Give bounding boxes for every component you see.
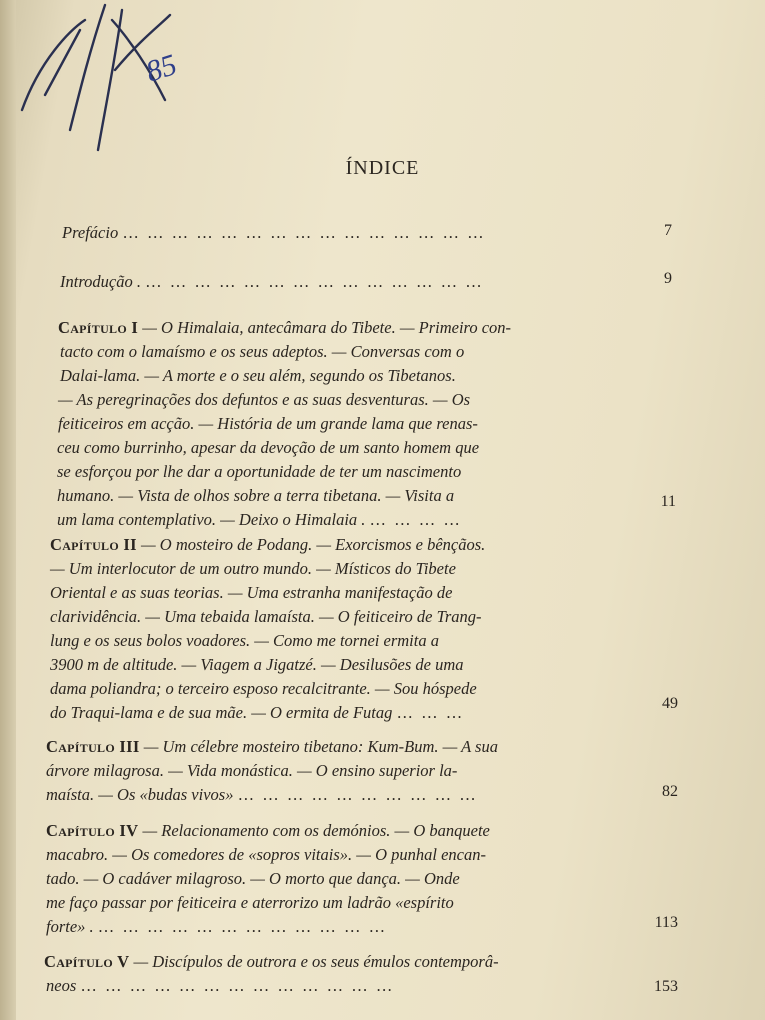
entry-text: — Relacionamento com os demónios. — O banquete <box>142 821 490 840</box>
entry-text: — Discípulos de outrora e os seus émulos contemporâ- <box>133 952 499 971</box>
entry-text: neos <box>46 976 77 995</box>
entry-text: — O mosteiro de Podang. — Exorcismos e bênçãos. <box>140 535 486 554</box>
page-number: 7 <box>664 222 672 239</box>
leader-dots: … … … … … … … … … … <box>237 785 478 804</box>
entry-text-line <box>58 316 511 340</box>
page-number: 11 <box>660 493 676 510</box>
entry-introducao <box>60 270 484 294</box>
index-title: ÍNDICE <box>345 157 420 179</box>
page-number: 49 <box>662 695 678 712</box>
entry-text-line: tado. — O cadáver milagroso. — O morto que dança. — Onde <box>46 869 460 888</box>
chapter-label: Capítulo V <box>44 952 130 971</box>
chapter-label: Capítulo I <box>58 318 139 337</box>
entry-text-line: se esforçou por lhe dar a oportunidade de ter um nascimento <box>57 462 462 481</box>
entry-text-line: Dalai-lama. — A morte e o seu além, segundo os Tibetanos. <box>60 366 456 385</box>
entry-text-line <box>46 735 498 759</box>
chapter-label: Capítulo II <box>50 535 137 554</box>
entry-text: maísta. — Os «budas vivos» <box>46 785 234 804</box>
page-number: 82 <box>662 783 678 800</box>
entry-text-line <box>46 819 490 843</box>
entry-label: Introdução . <box>60 272 141 291</box>
entry-text-line: me faço passar por feiticeira e aterrorizo um ladrão «espírito <box>46 893 454 912</box>
handwritten-number: 85 <box>141 48 181 89</box>
handwritten-signature <box>10 0 210 160</box>
entry-text-line: lung e os seus bolos voadores. — Como me tornei ermita a <box>50 631 439 650</box>
leader-dots: … … … … … … … … … … … … … … <box>145 272 484 291</box>
chapter-label: Capítulo IV <box>46 821 139 840</box>
entry-text-line <box>50 533 485 557</box>
entry-prefacio <box>62 221 486 245</box>
entry-text-line: humano. — Vista de olhos sobre a terra tibetana. — Visita a <box>57 486 455 505</box>
entry-text-line: árvore milagrosa. — Vida monástica. — O ensino superior la- <box>46 761 458 780</box>
entry-text-line: macabro. — Os comedores de «sopros vitais». — O punhal encan- <box>46 845 486 864</box>
entry-text-line <box>44 950 499 974</box>
entry-text: — O Himalaia, antecâmara do Tibete. — Primeiro con- <box>142 318 512 337</box>
entry-text-line: 3900 m de altitude. — Viagem a Jigatzé. — Desilusões de uma <box>50 655 464 674</box>
entry-text-line <box>50 701 464 725</box>
entry-text-line: ceu como burrinho, apesar da devoção de um santo homem que <box>57 438 480 457</box>
page-number: 9 <box>664 270 672 287</box>
entry-text-line: feiticeiros em acção. — História de um grande lama que renas- <box>58 414 478 433</box>
entry-text-line <box>46 974 394 998</box>
entry-text-line: — As peregrinações dos defuntos e as suas desventuras. — Os <box>58 390 471 409</box>
entry-text-line: clarividência. — Uma tebaida lamaísta. — O feiticeiro de Trang- <box>50 607 482 626</box>
leader-dots: … … … … … … … … … … … … … <box>80 976 395 995</box>
leader-dots: … … … … … … … … … … … … … … … <box>122 223 486 242</box>
entry-text-line <box>46 915 387 939</box>
entry-label: Prefácio <box>62 223 119 242</box>
page-number: 153 <box>654 978 678 995</box>
entry-text: do Traqui-lama e de sua mãe. — O ermita de Futag <box>50 703 393 722</box>
entry-text: — Um célebre mosteiro tibetano: Kum-Bum. — A sua <box>143 737 498 756</box>
entry-text-line <box>57 508 462 532</box>
entry-text-line: Oriental e as suas teorias. — Uma estranha manifestação de <box>50 583 453 602</box>
entry-text-line: dama poliandra; o terceiro esposo recalcitrante. — Sou hóspede <box>50 679 477 698</box>
leader-dots: … … … <box>396 703 465 722</box>
page-number: 113 <box>654 914 678 931</box>
leader-dots: … … … … … … … … … … … … <box>97 917 388 936</box>
leader-dots: … … … … <box>369 510 462 529</box>
entry-text: um lama contemplativo. — Deixo o Himalaia . <box>57 510 366 529</box>
entry-text: forte» . <box>46 917 94 936</box>
entry-text-line: tacto com o lamaísmo e os seus adeptos. — Conversas com o <box>60 342 465 361</box>
entry-text-line <box>46 783 478 807</box>
entry-text-line: — Um interlocutor de um outro mundo. — Místicos do Tibete <box>50 559 456 578</box>
chapter-label: Capítulo III <box>46 737 140 756</box>
